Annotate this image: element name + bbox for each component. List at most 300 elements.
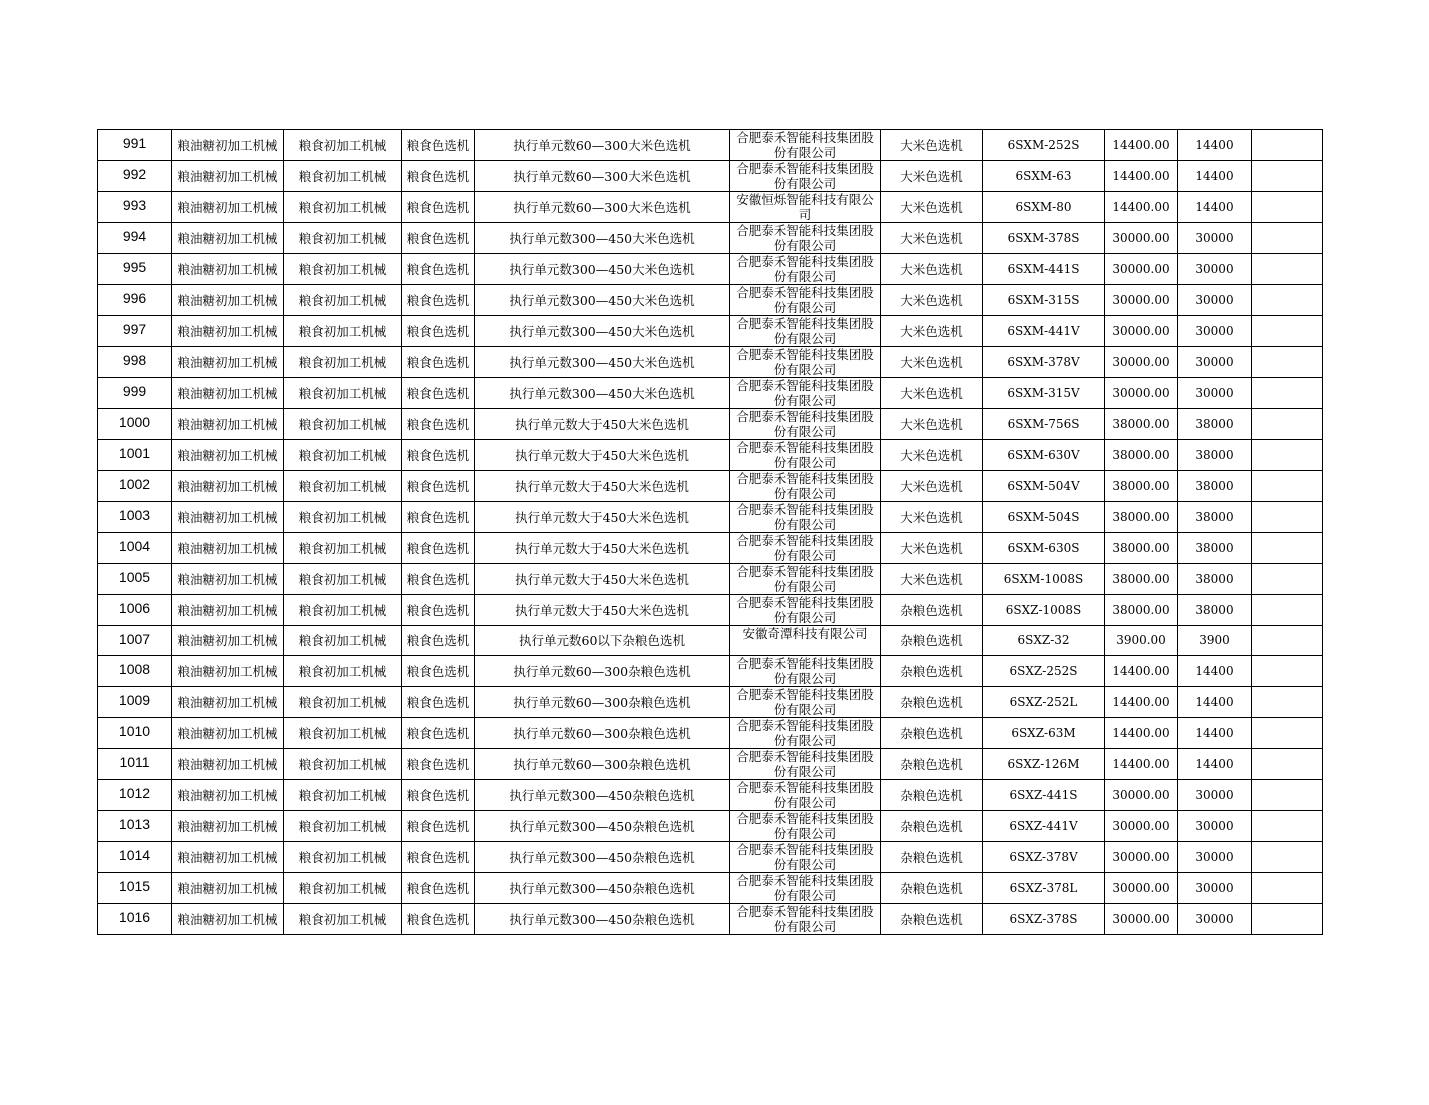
product-name-cell: 大米色选机: [881, 378, 983, 409]
manufacturer-cell: 合肥泰禾智能科技集团股份有限公司: [730, 533, 881, 564]
table-row: [98, 904, 1323, 935]
subsidy-cell: 30000: [1178, 842, 1252, 873]
note-cell: [1252, 687, 1323, 718]
category-level1-cell: 粮油糖初加工机械: [172, 718, 284, 749]
model-cell: 6SXZ-1008S: [983, 595, 1105, 626]
note-cell: [1252, 440, 1323, 471]
price-cell: 14400.00: [1105, 749, 1178, 780]
grade-spec-cell: 执行单元数60—300杂粮色选机: [475, 687, 730, 718]
model-cell: 6SXZ-378V: [983, 842, 1105, 873]
row-number: 1010: [98, 718, 172, 749]
product-name-cell: 大米色选机: [881, 564, 983, 595]
category-level1-cell: 粮油糖初加工机械: [172, 347, 284, 378]
subsidy-cell: 14400: [1178, 192, 1252, 223]
table-row: [98, 130, 1323, 161]
grade-spec-cell: 执行单元数300—450杂粮色选机: [475, 842, 730, 873]
manufacturer-cell: 合肥泰禾智能科技集团股份有限公司: [730, 316, 881, 347]
row-number: 1003: [98, 502, 172, 533]
category-level2-cell: 粮食初加工机械: [284, 130, 402, 161]
product-name-cell: 杂粮色选机: [881, 873, 983, 904]
model-cell: 6SXZ-252S: [983, 656, 1105, 687]
note-cell: [1252, 656, 1323, 687]
price-cell: 30000.00: [1105, 285, 1178, 316]
note-cell: [1252, 780, 1323, 811]
subsidy-cell: 14400: [1178, 656, 1252, 687]
grade-spec-cell: 执行单元数300—450大米色选机: [475, 223, 730, 254]
table-row: [98, 718, 1323, 749]
grade-spec-cell: 执行单元数300—450杂粮色选机: [475, 904, 730, 935]
model-cell: 6SXM-1008S: [983, 564, 1105, 595]
product-name-cell: 杂粮色选机: [881, 595, 983, 626]
note-cell: [1252, 842, 1323, 873]
grade-spec-cell: 执行单元数300—450大米色选机: [475, 347, 730, 378]
category-level2-cell: 粮食初加工机械: [284, 595, 402, 626]
category-level3-cell: 粮食色选机: [402, 873, 475, 904]
price-cell: 38000.00: [1105, 502, 1178, 533]
category-level1-cell: 粮油糖初加工机械: [172, 780, 284, 811]
product-name-cell: 大米色选机: [881, 130, 983, 161]
manufacturer-cell: 合肥泰禾智能科技集团股份有限公司: [730, 595, 881, 626]
table-row: [98, 873, 1323, 904]
category-level3-cell: 粮食色选机: [402, 533, 475, 564]
price-cell: 30000.00: [1105, 780, 1178, 811]
table-row: [98, 378, 1323, 409]
model-cell: 6SXM-756S: [983, 409, 1105, 440]
table-row: [98, 564, 1323, 595]
model-cell: 6SXM-315S: [983, 285, 1105, 316]
product-name-cell: 杂粮色选机: [881, 749, 983, 780]
category-level1-cell: 粮油糖初加工机械: [172, 378, 284, 409]
manufacturer-cell: 合肥泰禾智能科技集团股份有限公司: [730, 718, 881, 749]
note-cell: [1252, 285, 1323, 316]
subsidy-cell: 38000: [1178, 533, 1252, 564]
category-level2-cell: 粮食初加工机械: [284, 502, 402, 533]
model-cell: 6SXZ-126M: [983, 749, 1105, 780]
grade-spec-cell: 执行单元数大于450大米色选机: [475, 471, 730, 502]
model-cell: 6SXM-378V: [983, 347, 1105, 378]
manufacturer-cell: 合肥泰禾智能科技集团股份有限公司: [730, 161, 881, 192]
grade-spec-cell: 执行单元数60—300杂粮色选机: [475, 749, 730, 780]
manufacturer-cell: 合肥泰禾智能科技集团股份有限公司: [730, 409, 881, 440]
subsidy-cell: 14400: [1178, 130, 1252, 161]
manufacturer-cell: 安徽恒烁智能科技有限公司: [730, 192, 881, 223]
row-number: 1013: [98, 811, 172, 842]
product-name-cell: 杂粮色选机: [881, 656, 983, 687]
grade-spec-cell: 执行单元数300—450大米色选机: [475, 378, 730, 409]
subsidy-cell: 30000: [1178, 904, 1252, 935]
subsidy-cell: 14400: [1178, 687, 1252, 718]
product-name-cell: 大米色选机: [881, 316, 983, 347]
note-cell: [1252, 564, 1323, 595]
table-row: [98, 533, 1323, 564]
manufacturer-cell: 合肥泰禾智能科技集团股份有限公司: [730, 471, 881, 502]
category-level2-cell: 粮食初加工机械: [284, 192, 402, 223]
price-cell: 38000.00: [1105, 564, 1178, 595]
model-cell: 6SXM-252S: [983, 130, 1105, 161]
category-level1-cell: 粮油糖初加工机械: [172, 130, 284, 161]
grade-spec-cell: 执行单元数300—450杂粮色选机: [475, 873, 730, 904]
price-cell: 3900.00: [1105, 626, 1178, 656]
category-level3-cell: 粮食色选机: [402, 780, 475, 811]
category-level2-cell: 粮食初加工机械: [284, 223, 402, 254]
price-cell: 38000.00: [1105, 409, 1178, 440]
manufacturer-cell: 合肥泰禾智能科技集团股份有限公司: [730, 502, 881, 533]
row-number: 992: [98, 161, 172, 192]
note-cell: [1252, 254, 1323, 285]
category-level1-cell: 粮油糖初加工机械: [172, 254, 284, 285]
price-cell: 14400.00: [1105, 161, 1178, 192]
category-level3-cell: 粮食色选机: [402, 811, 475, 842]
table-row: [98, 471, 1323, 502]
manufacturer-cell: 合肥泰禾智能科技集团股份有限公司: [730, 904, 881, 935]
note-cell: [1252, 192, 1323, 223]
product-name-cell: 大米色选机: [881, 254, 983, 285]
price-cell: 30000.00: [1105, 378, 1178, 409]
manufacturer-cell: 合肥泰禾智能科技集团股份有限公司: [730, 285, 881, 316]
note-cell: [1252, 316, 1323, 347]
subsidy-cell: 30000: [1178, 223, 1252, 254]
category-level1-cell: 粮油糖初加工机械: [172, 316, 284, 347]
row-number: 995: [98, 254, 172, 285]
category-level2-cell: 粮食初加工机械: [284, 718, 402, 749]
grade-spec-cell: 执行单元数300—450杂粮色选机: [475, 780, 730, 811]
category-level3-cell: 粮食色选机: [402, 285, 475, 316]
category-level1-cell: 粮油糖初加工机械: [172, 502, 284, 533]
product-name-cell: 杂粮色选机: [881, 811, 983, 842]
price-cell: 14400.00: [1105, 130, 1178, 161]
grade-spec-cell: 执行单元数60以下杂粮色选机: [475, 626, 730, 656]
subsidy-cell: 38000: [1178, 502, 1252, 533]
category-level2-cell: 粮食初加工机械: [284, 471, 402, 502]
subsidy-cell: 30000: [1178, 316, 1252, 347]
table-row: [98, 347, 1323, 378]
row-number: 1004: [98, 533, 172, 564]
product-name-cell: 杂粮色选机: [881, 842, 983, 873]
model-cell: 6SXZ-441V: [983, 811, 1105, 842]
category-level3-cell: 粮食色选机: [402, 347, 475, 378]
category-level1-cell: 粮油糖初加工机械: [172, 564, 284, 595]
subsidy-cell: 30000: [1178, 780, 1252, 811]
category-level2-cell: 粮食初加工机械: [284, 254, 402, 285]
grade-spec-cell: 执行单元数大于450大米色选机: [475, 409, 730, 440]
row-number: 999: [98, 378, 172, 409]
note-cell: [1252, 130, 1323, 161]
row-number: 1000: [98, 409, 172, 440]
category-level3-cell: 粮食色选机: [402, 440, 475, 471]
table-row: [98, 780, 1323, 811]
table-row: [98, 595, 1323, 626]
product-name-cell: 大米色选机: [881, 285, 983, 316]
subsidy-cell: 38000: [1178, 471, 1252, 502]
category-level2-cell: 粮食初加工机械: [284, 409, 402, 440]
category-level2-cell: 粮食初加工机械: [284, 904, 402, 935]
category-level3-cell: 粮食色选机: [402, 161, 475, 192]
model-cell: 6SXM-80: [983, 192, 1105, 223]
table-row: [98, 161, 1323, 192]
price-cell: 38000.00: [1105, 440, 1178, 471]
product-name-cell: 大米色选机: [881, 347, 983, 378]
table-row: [98, 749, 1323, 780]
grade-spec-cell: 执行单元数60—300大米色选机: [475, 192, 730, 223]
price-cell: 30000.00: [1105, 347, 1178, 378]
category-level3-cell: 粮食色选机: [402, 254, 475, 285]
category-level2-cell: 粮食初加工机械: [284, 347, 402, 378]
product-name-cell: 大米色选机: [881, 161, 983, 192]
subsidy-cell: 30000: [1178, 811, 1252, 842]
row-number: 1015: [98, 873, 172, 904]
note-cell: [1252, 161, 1323, 192]
table-body: [98, 130, 1323, 935]
category-level2-cell: 粮食初加工机械: [284, 378, 402, 409]
row-number: 1002: [98, 471, 172, 502]
manufacturer-cell: 合肥泰禾智能科技集团股份有限公司: [730, 873, 881, 904]
model-cell: 6SXM-378S: [983, 223, 1105, 254]
manufacturer-cell: 安徽奇潭科技有限公司: [730, 626, 881, 656]
manufacturer-cell: 合肥泰禾智能科技集团股份有限公司: [730, 842, 881, 873]
note-cell: [1252, 595, 1323, 626]
product-name-cell: 杂粮色选机: [881, 626, 983, 656]
model-cell: 6SXM-315V: [983, 378, 1105, 409]
category-level2-cell: 粮食初加工机械: [284, 316, 402, 347]
category-level1-cell: 粮油糖初加工机械: [172, 873, 284, 904]
model-cell: 6SXZ-32: [983, 626, 1105, 656]
grade-spec-cell: 执行单元数大于450大米色选机: [475, 564, 730, 595]
grade-spec-cell: 执行单元数300—450大米色选机: [475, 285, 730, 316]
category-level3-cell: 粮食色选机: [402, 471, 475, 502]
category-level1-cell: 粮油糖初加工机械: [172, 811, 284, 842]
category-level3-cell: 粮食色选机: [402, 842, 475, 873]
product-name-cell: 大米色选机: [881, 440, 983, 471]
category-level2-cell: 粮食初加工机械: [284, 564, 402, 595]
manufacturer-cell: 合肥泰禾智能科技集团股份有限公司: [730, 347, 881, 378]
note-cell: [1252, 718, 1323, 749]
category-level1-cell: 粮油糖初加工机械: [172, 471, 284, 502]
grade-spec-cell: 执行单元数60—300大米色选机: [475, 130, 730, 161]
table-row: [98, 842, 1323, 873]
manufacturer-cell: 合肥泰禾智能科技集团股份有限公司: [730, 254, 881, 285]
category-level1-cell: 粮油糖初加工机械: [172, 409, 284, 440]
category-level1-cell: 粮油糖初加工机械: [172, 595, 284, 626]
grade-spec-cell: 执行单元数大于450大米色选机: [475, 595, 730, 626]
row-number: 994: [98, 223, 172, 254]
model-cell: 6SXM-504S: [983, 502, 1105, 533]
category-level1-cell: 粮油糖初加工机械: [172, 904, 284, 935]
table-row: [98, 192, 1323, 223]
category-level1-cell: 粮油糖初加工机械: [172, 223, 284, 254]
note-cell: [1252, 502, 1323, 533]
category-level2-cell: 粮食初加工机械: [284, 842, 402, 873]
model-cell: 6SXM-63: [983, 161, 1105, 192]
subsidy-cell: 30000: [1178, 873, 1252, 904]
manufacturer-cell: 合肥泰禾智能科技集团股份有限公司: [730, 656, 881, 687]
price-cell: 38000.00: [1105, 471, 1178, 502]
grade-spec-cell: 执行单元数60—300杂粮色选机: [475, 718, 730, 749]
table-row: [98, 687, 1323, 718]
note-cell: [1252, 223, 1323, 254]
row-number: 1014: [98, 842, 172, 873]
product-name-cell: 杂粮色选机: [881, 687, 983, 718]
note-cell: [1252, 378, 1323, 409]
product-name-cell: 杂粮色选机: [881, 904, 983, 935]
category-level2-cell: 粮食初加工机械: [284, 656, 402, 687]
category-level3-cell: 粮食色选机: [402, 192, 475, 223]
model-cell: 6SXZ-378L: [983, 873, 1105, 904]
note-cell: [1252, 533, 1323, 564]
subsidy-cell: 14400: [1178, 161, 1252, 192]
category-level1-cell: 粮油糖初加工机械: [172, 192, 284, 223]
category-level1-cell: 粮油糖初加工机械: [172, 440, 284, 471]
note-cell: [1252, 409, 1323, 440]
subsidy-cell: 38000: [1178, 440, 1252, 471]
category-level1-cell: 粮油糖初加工机械: [172, 285, 284, 316]
grade-spec-cell: 执行单元数300—450大米色选机: [475, 316, 730, 347]
row-number: 1006: [98, 595, 172, 626]
grade-spec-cell: 执行单元数60—300大米色选机: [475, 161, 730, 192]
model-cell: 6SXM-441V: [983, 316, 1105, 347]
model-cell: 6SXM-630V: [983, 440, 1105, 471]
manufacturer-cell: 合肥泰禾智能科技集团股份有限公司: [730, 130, 881, 161]
category-level1-cell: 粮油糖初加工机械: [172, 626, 284, 656]
grade-spec-cell: 执行单元数大于450大米色选机: [475, 502, 730, 533]
manufacturer-cell: 合肥泰禾智能科技集团股份有限公司: [730, 687, 881, 718]
row-number: 997: [98, 316, 172, 347]
table-row: [98, 502, 1323, 533]
manufacturer-cell: 合肥泰禾智能科技集团股份有限公司: [730, 811, 881, 842]
subsidy-cell: 30000: [1178, 347, 1252, 378]
price-cell: 30000.00: [1105, 904, 1178, 935]
subsidy-cell: 30000: [1178, 285, 1252, 316]
product-name-cell: 杂粮色选机: [881, 718, 983, 749]
product-name-cell: 杂粮色选机: [881, 780, 983, 811]
price-cell: 38000.00: [1105, 595, 1178, 626]
grade-spec-cell: 执行单元数大于450大米色选机: [475, 440, 730, 471]
category-level2-cell: 粮食初加工机械: [284, 161, 402, 192]
category-level3-cell: 粮食色选机: [402, 626, 475, 656]
category-level3-cell: 粮食色选机: [402, 378, 475, 409]
product-name-cell: 大米色选机: [881, 533, 983, 564]
price-cell: 30000.00: [1105, 254, 1178, 285]
category-level3-cell: 粮食色选机: [402, 130, 475, 161]
note-cell: [1252, 811, 1323, 842]
category-level3-cell: 粮食色选机: [402, 223, 475, 254]
category-level3-cell: 粮食色选机: [402, 316, 475, 347]
price-cell: 30000.00: [1105, 316, 1178, 347]
grade-spec-cell: 执行单元数300—450大米色选机: [475, 254, 730, 285]
price-cell: 38000.00: [1105, 533, 1178, 564]
manufacturer-cell: 合肥泰禾智能科技集团股份有限公司: [730, 223, 881, 254]
category-level3-cell: 粮食色选机: [402, 564, 475, 595]
category-level3-cell: 粮食色选机: [402, 718, 475, 749]
subsidy-cell: 14400: [1178, 749, 1252, 780]
price-cell: 30000.00: [1105, 811, 1178, 842]
category-level2-cell: 粮食初加工机械: [284, 811, 402, 842]
row-number: 1001: [98, 440, 172, 471]
subsidy-cell: 3900: [1178, 626, 1252, 656]
category-level1-cell: 粮油糖初加工机械: [172, 842, 284, 873]
table-row: [98, 316, 1323, 347]
product-name-cell: 大米色选机: [881, 223, 983, 254]
price-cell: 14400.00: [1105, 718, 1178, 749]
model-cell: 6SXZ-63M: [983, 718, 1105, 749]
category-level2-cell: 粮食初加工机械: [284, 780, 402, 811]
grade-spec-cell: 执行单元数大于450大米色选机: [475, 533, 730, 564]
note-cell: [1252, 749, 1323, 780]
category-level2-cell: 粮食初加工机械: [284, 749, 402, 780]
row-number: 993: [98, 192, 172, 223]
row-number: 1005: [98, 564, 172, 595]
row-number: 1016: [98, 904, 172, 935]
category-level2-cell: 粮食初加工机械: [284, 533, 402, 564]
subsidy-cell: 38000: [1178, 595, 1252, 626]
note-cell: [1252, 471, 1323, 502]
category-level2-cell: 粮食初加工机械: [284, 285, 402, 316]
table-row: [98, 811, 1323, 842]
subsidy-cell: 30000: [1178, 254, 1252, 285]
model-cell: 6SXM-630S: [983, 533, 1105, 564]
row-number: 1008: [98, 656, 172, 687]
table-row: [98, 656, 1323, 687]
product-name-cell: 大米色选机: [881, 409, 983, 440]
model-cell: 6SXZ-252L: [983, 687, 1105, 718]
product-name-cell: 大米色选机: [881, 502, 983, 533]
category-level2-cell: 粮食初加工机械: [284, 873, 402, 904]
row-number: 1009: [98, 687, 172, 718]
table-row: [98, 254, 1323, 285]
price-cell: 30000.00: [1105, 223, 1178, 254]
row-number: 1012: [98, 780, 172, 811]
subsidy-cell: 30000: [1178, 378, 1252, 409]
category-level1-cell: 粮油糖初加工机械: [172, 161, 284, 192]
manufacturer-cell: 合肥泰禾智能科技集团股份有限公司: [730, 378, 881, 409]
subsidy-cell: 38000: [1178, 564, 1252, 595]
category-level3-cell: 粮食色选机: [402, 502, 475, 533]
category-level2-cell: 粮食初加工机械: [284, 687, 402, 718]
category-level1-cell: 粮油糖初加工机械: [172, 687, 284, 718]
note-cell: [1252, 873, 1323, 904]
subsidy-cell: 38000: [1178, 409, 1252, 440]
row-number: 991: [98, 130, 172, 161]
row-number: 996: [98, 285, 172, 316]
price-cell: 30000.00: [1105, 873, 1178, 904]
category-level2-cell: 粮食初加工机械: [284, 440, 402, 471]
grade-spec-cell: 执行单元数60—300杂粮色选机: [475, 656, 730, 687]
price-cell: 14400.00: [1105, 192, 1178, 223]
model-cell: 6SXM-441S: [983, 254, 1105, 285]
category-level3-cell: 粮食色选机: [402, 409, 475, 440]
subsidy-table: [97, 129, 1323, 935]
table-row: [98, 223, 1323, 254]
model-cell: 6SXZ-378S: [983, 904, 1105, 935]
manufacturer-cell: 合肥泰禾智能科技集团股份有限公司: [730, 749, 881, 780]
category-level3-cell: 粮食色选机: [402, 904, 475, 935]
manufacturer-cell: 合肥泰禾智能科技集团股份有限公司: [730, 564, 881, 595]
model-cell: 6SXM-504V: [983, 471, 1105, 502]
manufacturer-cell: 合肥泰禾智能科技集团股份有限公司: [730, 440, 881, 471]
note-cell: [1252, 904, 1323, 935]
manufacturer-cell: 合肥泰禾智能科技集团股份有限公司: [730, 780, 881, 811]
category-level1-cell: 粮油糖初加工机械: [172, 656, 284, 687]
table-row: [98, 285, 1323, 316]
note-cell: [1252, 347, 1323, 378]
product-name-cell: 大米色选机: [881, 192, 983, 223]
grade-spec-cell: 执行单元数300—450杂粮色选机: [475, 811, 730, 842]
subsidy-cell: 14400: [1178, 718, 1252, 749]
category-level1-cell: 粮油糖初加工机械: [172, 533, 284, 564]
row-number: 1007: [98, 626, 172, 656]
category-level3-cell: 粮食色选机: [402, 749, 475, 780]
category-level3-cell: 粮食色选机: [402, 656, 475, 687]
price-cell: 14400.00: [1105, 656, 1178, 687]
